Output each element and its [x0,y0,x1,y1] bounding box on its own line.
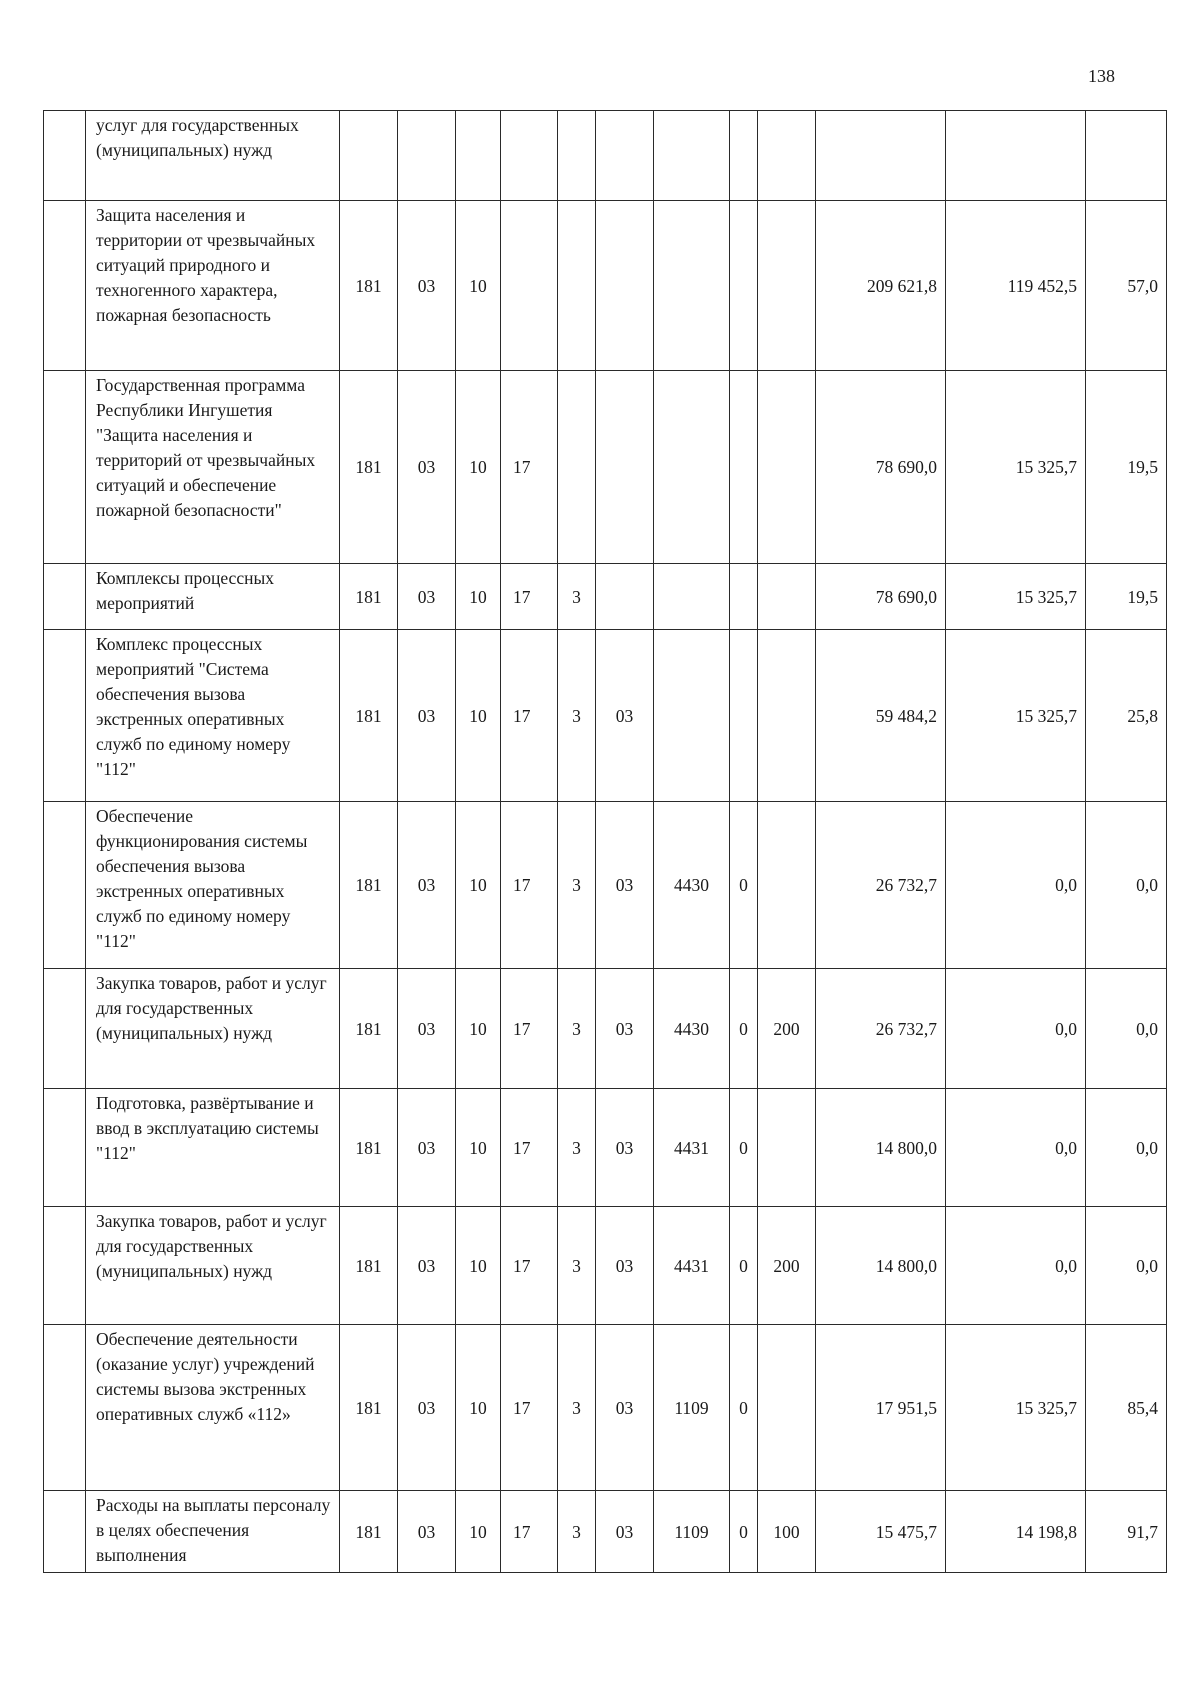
page-number: 138 [1088,66,1115,86]
col-direction: 4431 [654,1089,730,1207]
table-row [44,111,1167,201]
col-executed-amount: 15 325,7 [946,1325,1086,1491]
col-chapter: 181 [340,1491,398,1573]
row-name: Закупка товаров, работ и услуг для государственных (муниципальных) нужд [86,969,340,1089]
col-chapter: 181 [340,1089,398,1207]
col-subsection [456,111,501,201]
col-direction: 4430 [654,969,730,1089]
col-expense-type [758,111,816,201]
col-executed-amount: 14 198,8 [946,1491,1086,1573]
col-complex: 03 [596,802,654,969]
row-number-cell [44,969,86,1089]
col-execution-percent: 0,0 [1086,802,1167,969]
col-chapter: 181 [340,371,398,564]
row-name: Комплекс процессных мероприятий "Система обеспечения вызова экстренных оперативных служб по единому номеру "112" [86,630,340,802]
col-executed-amount: 15 325,7 [946,630,1086,802]
col-complex [596,371,654,564]
row-name: Обеспечение деятельности (оказание услуг) учреждений системы вызова экстренных оперативных служб «112» [86,1325,340,1491]
col-complex [596,201,654,371]
col-direction-suffix [730,201,758,371]
col-subprogram: 3 [558,630,596,802]
col-subprogram: 3 [558,564,596,630]
col-direction: 4430 [654,802,730,969]
col-planned-amount: 209 621,8 [816,201,946,371]
col-execution-percent: 57,0 [1086,201,1167,371]
col-direction-suffix: 0 [730,1491,758,1573]
col-execution-percent: 0,0 [1086,969,1167,1089]
col-expense-type [758,630,816,802]
row-name: услуг для государственных (муниципальных) нужд [86,111,340,201]
row-number-cell [44,201,86,371]
col-expense-type [758,1089,816,1207]
col-program: 17 [501,630,558,802]
col-complex: 03 [596,1089,654,1207]
col-subsection: 10 [456,564,501,630]
col-execution-percent [1086,111,1167,201]
col-section: 03 [398,564,456,630]
row-name: Закупка товаров, работ и услуг для государственных (муниципальных) нужд [86,1207,340,1325]
col-executed-amount: 15 325,7 [946,564,1086,630]
col-planned-amount: 59 484,2 [816,630,946,802]
col-chapter: 181 [340,1325,398,1491]
col-section: 03 [398,802,456,969]
col-subprogram: 3 [558,969,596,1089]
row-name: Обеспечение функционирования системы обеспечения вызова экстренных оперативных служб по единому номеру "112" [86,802,340,969]
col-subprogram: 3 [558,1491,596,1573]
col-direction [654,201,730,371]
col-complex: 03 [596,630,654,802]
col-complex: 03 [596,1207,654,1325]
col-expense-type: 200 [758,1207,816,1325]
col-subsection: 10 [456,969,501,1089]
col-program: 17 [501,371,558,564]
col-chapter: 181 [340,201,398,371]
col-subsection: 10 [456,371,501,564]
row-name: Защита населения и территории от чрезвычайных ситуаций природного и техногенного характера, пожарная безопасность [86,201,340,371]
col-executed-amount: 15 325,7 [946,371,1086,564]
col-planned-amount: 17 951,5 [816,1325,946,1491]
col-expense-type: 200 [758,969,816,1089]
table-row [44,1089,1167,1207]
row-number-cell [44,564,86,630]
table-row [44,1491,1167,1573]
row-number-cell [44,1207,86,1325]
col-expense-type [758,564,816,630]
table-row [44,1207,1167,1325]
col-executed-amount: 0,0 [946,969,1086,1089]
table-row [44,802,1167,969]
col-complex: 03 [596,1325,654,1491]
col-direction-suffix: 0 [730,969,758,1089]
col-planned-amount: 78 690,0 [816,564,946,630]
col-direction-suffix [730,564,758,630]
col-subsection: 10 [456,1325,501,1491]
col-planned-amount: 26 732,7 [816,802,946,969]
col-complex [596,111,654,201]
col-chapter: 181 [340,630,398,802]
col-subprogram [558,371,596,564]
col-planned-amount: 14 800,0 [816,1207,946,1325]
col-executed-amount [946,111,1086,201]
col-subsection: 10 [456,1207,501,1325]
col-executed-amount: 0,0 [946,1089,1086,1207]
col-direction-suffix [730,111,758,201]
col-direction-suffix: 0 [730,1207,758,1325]
col-execution-percent: 91,7 [1086,1491,1167,1573]
col-direction [654,630,730,802]
col-section: 03 [398,1089,456,1207]
col-direction: 4431 [654,1207,730,1325]
col-program: 17 [501,1089,558,1207]
col-planned-amount: 26 732,7 [816,969,946,1089]
col-executed-amount: 0,0 [946,1207,1086,1325]
col-complex: 03 [596,1491,654,1573]
col-direction [654,371,730,564]
col-execution-percent: 25,8 [1086,630,1167,802]
row-number-cell [44,371,86,564]
col-direction-suffix [730,371,758,564]
col-program [501,201,558,371]
col-subsection: 10 [456,1491,501,1573]
col-direction-suffix: 0 [730,1325,758,1491]
row-number-cell [44,1089,86,1207]
row-number-cell [44,1325,86,1491]
row-number-cell [44,630,86,802]
row-number-cell [44,111,86,201]
col-direction [654,111,730,201]
col-chapter [340,111,398,201]
col-subprogram: 3 [558,1207,596,1325]
row-name: Комплексы процессных мероприятий [86,564,340,630]
col-program: 17 [501,1491,558,1573]
col-execution-percent: 19,5 [1086,371,1167,564]
table-row [44,371,1167,564]
col-execution-percent: 0,0 [1086,1089,1167,1207]
col-chapter: 181 [340,969,398,1089]
table-row [44,201,1167,371]
row-name: Государственная программа Республики Ингушетия "Защита населения и территорий от чрезвычайных ситуаций и обеспечение пожарной безопасности" [86,371,340,564]
col-section [398,111,456,201]
col-direction: 1109 [654,1325,730,1491]
col-subprogram: 3 [558,802,596,969]
col-execution-percent: 0,0 [1086,1207,1167,1325]
col-direction: 1109 [654,1491,730,1573]
table-row [44,564,1167,630]
col-section: 03 [398,1207,456,1325]
col-complex [596,564,654,630]
col-expense-type [758,1325,816,1491]
row-number-cell [44,1491,86,1573]
col-planned-amount: 14 800,0 [816,1089,946,1207]
col-direction-suffix: 0 [730,1089,758,1207]
col-subprogram [558,111,596,201]
col-complex: 03 [596,969,654,1089]
col-section: 03 [398,1491,456,1573]
col-section: 03 [398,969,456,1089]
col-direction-suffix [730,630,758,802]
col-subsection: 10 [456,201,501,371]
col-program: 17 [501,802,558,969]
col-subsection: 10 [456,630,501,802]
col-subsection: 10 [456,802,501,969]
col-direction [654,564,730,630]
col-subsection: 10 [456,1089,501,1207]
col-subprogram [558,201,596,371]
col-planned-amount: 15 475,7 [816,1491,946,1573]
table-row [44,1325,1167,1491]
col-planned-amount: 78 690,0 [816,371,946,564]
col-expense-type [758,201,816,371]
col-subprogram: 3 [558,1089,596,1207]
col-execution-percent: 85,4 [1086,1325,1167,1491]
col-chapter: 181 [340,1207,398,1325]
col-program: 17 [501,1207,558,1325]
col-executed-amount: 119 452,5 [946,201,1086,371]
row-name: Расходы на выплаты персоналу в целях обеспечения выполнения [86,1491,340,1573]
col-section: 03 [398,201,456,371]
col-chapter: 181 [340,802,398,969]
row-name: Подготовка, развёртывание и ввод в эксплуатацию системы "112" [86,1089,340,1207]
table-row [44,969,1167,1089]
col-executed-amount: 0,0 [946,802,1086,969]
col-planned-amount [816,111,946,201]
col-section: 03 [398,371,456,564]
col-program: 17 [501,564,558,630]
col-program: 17 [501,1325,558,1491]
col-program: 17 [501,969,558,1089]
col-expense-type [758,371,816,564]
col-execution-percent: 19,5 [1086,564,1167,630]
col-program [501,111,558,201]
col-subprogram: 3 [558,1325,596,1491]
budget-table [43,110,1167,1573]
col-expense-type [758,802,816,969]
row-number-cell [44,802,86,969]
col-section: 03 [398,630,456,802]
col-section: 03 [398,1325,456,1491]
col-direction-suffix: 0 [730,802,758,969]
col-expense-type: 100 [758,1491,816,1573]
col-chapter: 181 [340,564,398,630]
table-row [44,630,1167,802]
